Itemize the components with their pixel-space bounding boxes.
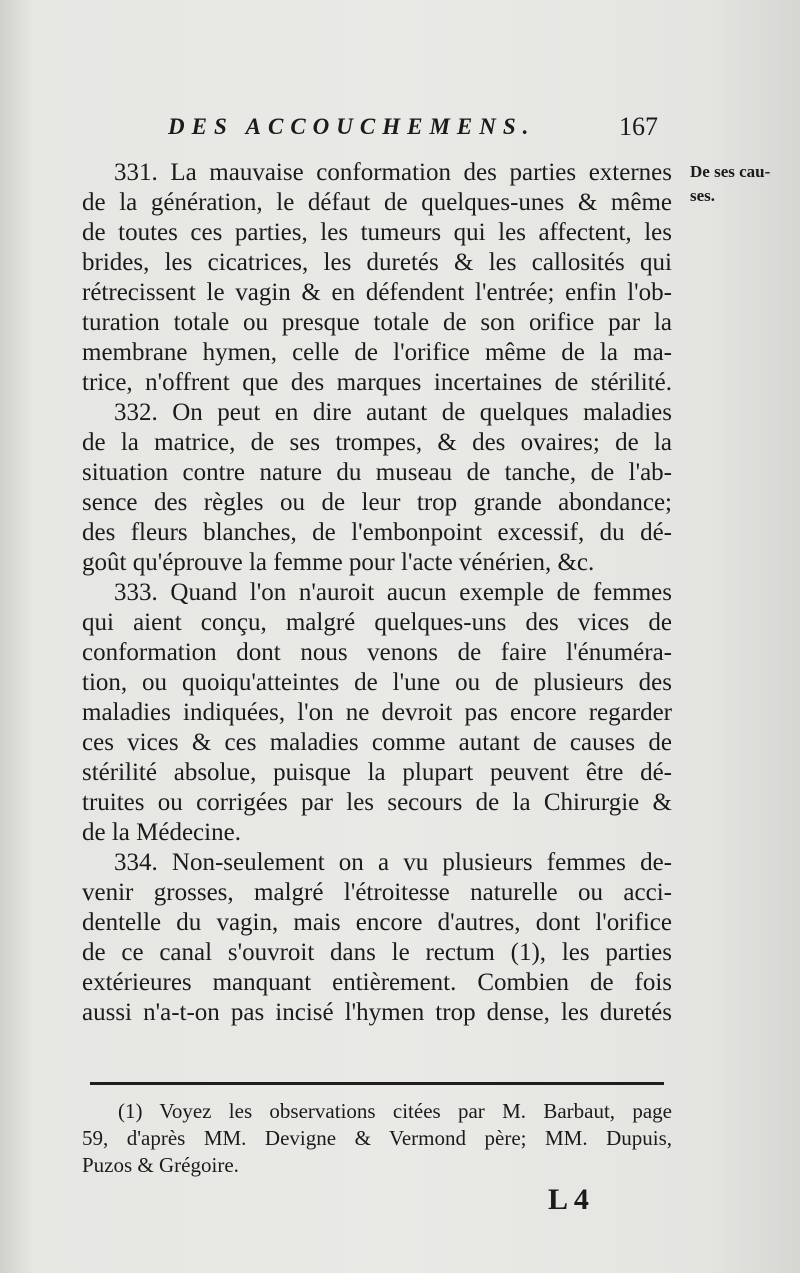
text-line: dentelle du vagin, mais encore d'autres, dont l'orifice: [82, 909, 672, 936]
text-line: tion, ou quoiqu'atteintes de l'une ou de plusieurs des: [82, 669, 672, 696]
text-line: 332. On peut en dire autant de quelques maladies: [114, 399, 672, 426]
text-line: brides, les cicatrices, les duretés & les callosités qui: [82, 249, 672, 276]
running-head: [168, 112, 658, 146]
text-line: de la matrice, de ses trompes, & des ovaires; de la: [82, 429, 672, 456]
text-line: de ce canal s'ouvroit dans le rectum (1), les parties: [82, 939, 672, 966]
text-line: de toutes ces parties, les tumeurs qui les affectent, les: [82, 219, 672, 246]
body-text: [82, 158, 672, 1028]
footnote-rule: [90, 1082, 664, 1085]
margin-note-line: ses.: [690, 186, 716, 205]
text-line: trice, n'offrent que des marques incertaines de stérilité.: [82, 369, 672, 396]
footnote-line: (1) Voyez les observations citées par M. Barbaut, page: [118, 1099, 672, 1123]
text-line: aussi n'a-t-on pas incisé l'hymen trop dense, les duretés: [82, 999, 672, 1026]
text-line: stérilité absolue, puisque la plupart peuvent être dé-: [82, 759, 672, 786]
text-line: 331. La mauvaise conformation des parties externes: [114, 159, 672, 186]
margin-note: [690, 160, 770, 208]
text-line: venir grosses, malgré l'étroitesse naturelle ou acci-: [82, 879, 672, 906]
text-line: conformation dont nous venons de faire l'énuméra-: [82, 639, 672, 666]
text-line: 333. Quand l'on n'auroit aucun exemple de femmes: [114, 579, 672, 606]
text-line: truites ou corrigées par les secours de la Chirurgie &: [82, 789, 672, 816]
footnote-line: Puzos & Grégoire.: [82, 1153, 239, 1177]
text-line: goût qu'éprouve la femme pour l'acte vénérien, &c.: [82, 549, 595, 576]
text-line: de la Médecine.: [82, 819, 241, 846]
paragraph-332: [82, 398, 672, 578]
text-line: maladies indiquées, l'on ne devroit pas encore regarder: [82, 699, 672, 726]
text-line: qui aient conçu, malgré quelques-uns des vices de: [82, 609, 672, 636]
page-number: 167: [619, 112, 658, 141]
footnote: [82, 1098, 672, 1179]
text-line: turation totale ou presque totale de son orifice par la: [82, 309, 672, 336]
text-line: 334. Non-seulement on a vu plusieurs femmes de-: [114, 849, 672, 876]
footnote-line: 59, d'après MM. Devigne & Vermond père; MM. Dupuis,: [82, 1126, 672, 1150]
text-line: rétrecissent le vagin & en défendent l'entrée; enfin l'ob-: [82, 279, 672, 306]
margin-note-line: De ses cau-: [690, 162, 771, 181]
text-line: de la génération, le défaut de quelques-unes & même: [82, 189, 672, 216]
signature-mark: L 4: [548, 1183, 589, 1216]
text-line: ces vices & ces maladies comme autant de causes de: [82, 729, 672, 756]
paragraph-334: [82, 848, 672, 1028]
paragraph-333: [82, 578, 672, 848]
text-line: membrane hymen, celle de l'orifice même de la ma-: [82, 339, 672, 366]
text-line: sence des règles ou de leur trop grande abondance;: [82, 489, 672, 516]
paragraph-331: [82, 158, 672, 398]
text-line: extérieures manquant entièrement. Combien de fois: [82, 969, 672, 996]
text-line: des fleurs blanches, de l'embonpoint excessif, du dé-: [82, 519, 672, 546]
text-line: situation contre nature du museau de tanche, de l'ab-: [82, 459, 672, 486]
running-title: DES ACCOUCHEMENS.: [168, 114, 536, 139]
